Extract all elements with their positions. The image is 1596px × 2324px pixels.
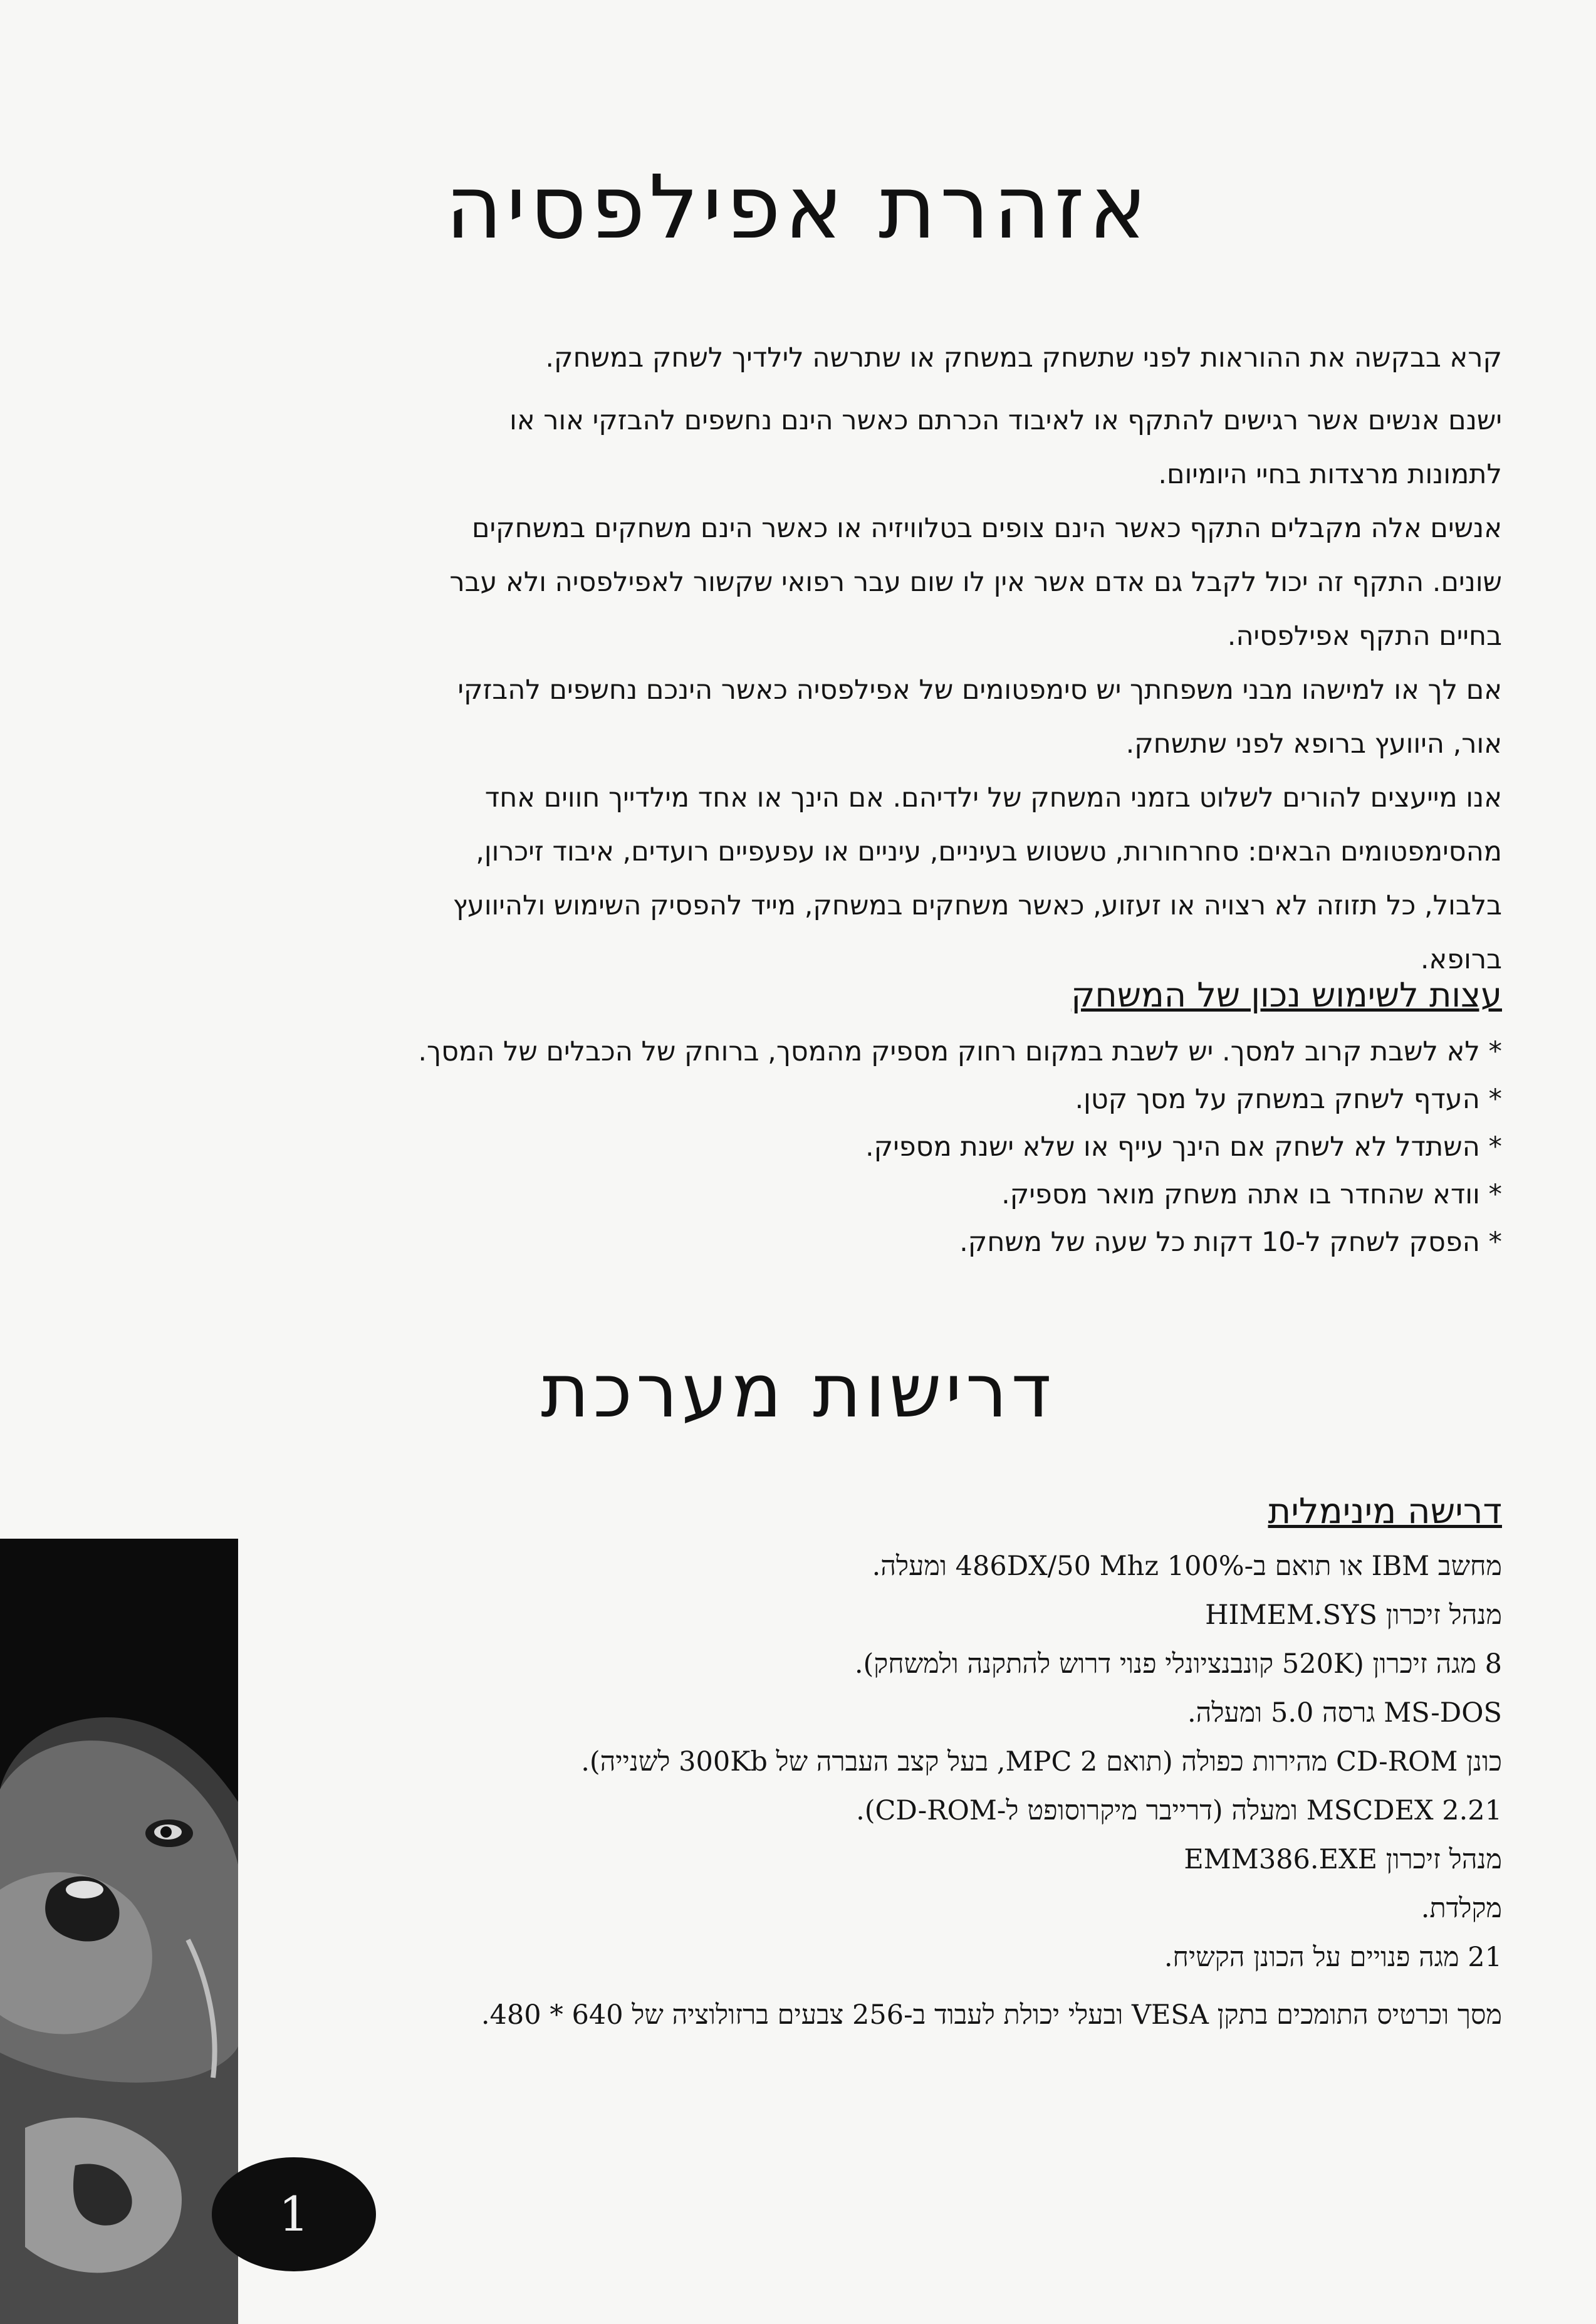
epilepsy-line: שונים. התקף זה יכול לקבל גם אדם אשר אין לו שום עבר רפואי שקשור לאפילפסיה ולא עבר — [449, 567, 1502, 598]
epilepsy-line: אנו מייעצים להורים לשלוט בזמני המשחק של ילדיהם. אם הינך או אחד מילדייך חווים אחד — [484, 782, 1502, 814]
requirement-item: מנהל זיכרון EMM386.EXE — [1184, 1844, 1502, 1875]
tip-item: * לא לשבת קרוב למסך. יש לשבת במקום רחוק מספיק מהמסך, ברוחק של הכבלים של המסך. — [418, 1036, 1502, 1067]
dog-face-image — [0, 1539, 238, 2324]
requirement-item: 21 מגה פנויים על הכונן הקשיח. — [1164, 1942, 1502, 1973]
tip-item: * העדף לשחק במשחק על מסך קטן. — [1075, 1084, 1502, 1115]
epilepsy-line: אור, היוועץ ברופא לפני שתשחק. — [1125, 728, 1502, 760]
dog-illustration — [0, 1539, 238, 2324]
minimum-requirements-title: דרישה מינימלית — [1268, 1491, 1502, 1532]
tips-title: עצות לשימוש נכון של המשחק — [1071, 975, 1502, 1015]
requirement-item: מקלדת. — [1421, 1893, 1502, 1924]
epilepsy-line: מהסימפטומים הבאים: סחרחורות, טשטוש בעיניים, עיניים או עפעפיים רועדים, איבוד זיכרון, — [476, 836, 1502, 867]
tips-list — [73, 1028, 1502, 1266]
epilepsy-body — [136, 394, 1502, 987]
epilepsy-line: ישנם אנשים אשר רגישים להתקף או לאיבוד הכרתם כאשר הינם נחשפים להבזקי אור או — [509, 405, 1502, 436]
epilepsy-warning-title: אזהרת אפילפסיה — [445, 157, 1151, 259]
requirement-item: כונן CD-ROM מהירות כפולה (תואם MPC 2, בעל קצב העברה של 300Kb לשנייה). — [581, 1746, 1502, 1777]
requirement-item: מחשב IBM או תואם ב-100% 486DX/50 Mhz ומעלה. — [872, 1551, 1502, 1582]
epilepsy-line: אם לך או למישהו מבני משפחתך יש סימפטומים של אפילפסיה כאשר הינכם נחשפים להבזקי — [457, 674, 1502, 706]
tip-item: * הפסק לשחק ל-10 דקות כל שעה של משחק. — [959, 1227, 1502, 1258]
display-requirement: מסך וכרטיס התומכים בתקן VESA ובעלי יכולת לעבוד ב-256 צבעים ברזולוציה של 640 * 480. — [481, 1999, 1502, 2031]
requirements-list — [186, 1542, 1502, 2039]
epilepsy-line: בלבול, כל תזוזה לא רצויה או זעזוע, כאשר משחקים במשחק, מייד להפסיק השימוש ולהיוועץ — [452, 890, 1502, 921]
tip-item: * וודא שהחדר בו אתה משחק מואר מספיק. — [1001, 1179, 1502, 1210]
requirement-item: 8 מגה זיכרון (520K קונבנציונלי פנוי דרוש להתקנה ולמשחק). — [854, 1648, 1502, 1680]
epilepsy-line: בחיים התקף אפילפסיה. — [1227, 620, 1502, 652]
system-requirements-title: דרישות מערכת — [541, 1348, 1055, 1434]
requirement-item: מנהל זיכרון HIMEM.SYS — [1205, 1599, 1502, 1631]
tip-item: * השתדל לא לשחק אם הינך עייף או שלא ישנת מספיק. — [865, 1131, 1502, 1163]
epilepsy-line: אנשים אלה מקבלים התקף כאשר הינם צופים בטלוויזיה או כאשר הינם משחקים במשחקים — [472, 513, 1502, 544]
epilepsy-line: לתמונות מרצדות בחיי היומיום. — [1158, 459, 1502, 490]
epilepsy-line: ברופא. — [1420, 944, 1502, 975]
epilepsy-intro: קרא בבקשה את ההוראות לפני שתשחק במשחק או שתרשה לילדיך לשחק במשחק. — [545, 342, 1502, 374]
requirement-item: MS-DOS גרסה 5.0 ומעלה. — [1187, 1697, 1502, 1729]
requirement-item: MSCDEX 2.21 ומעלה (דרייבר מיקרוסופט ל-CD-ROM). — [856, 1795, 1502, 1826]
page-number: 1 — [278, 2186, 310, 2242]
